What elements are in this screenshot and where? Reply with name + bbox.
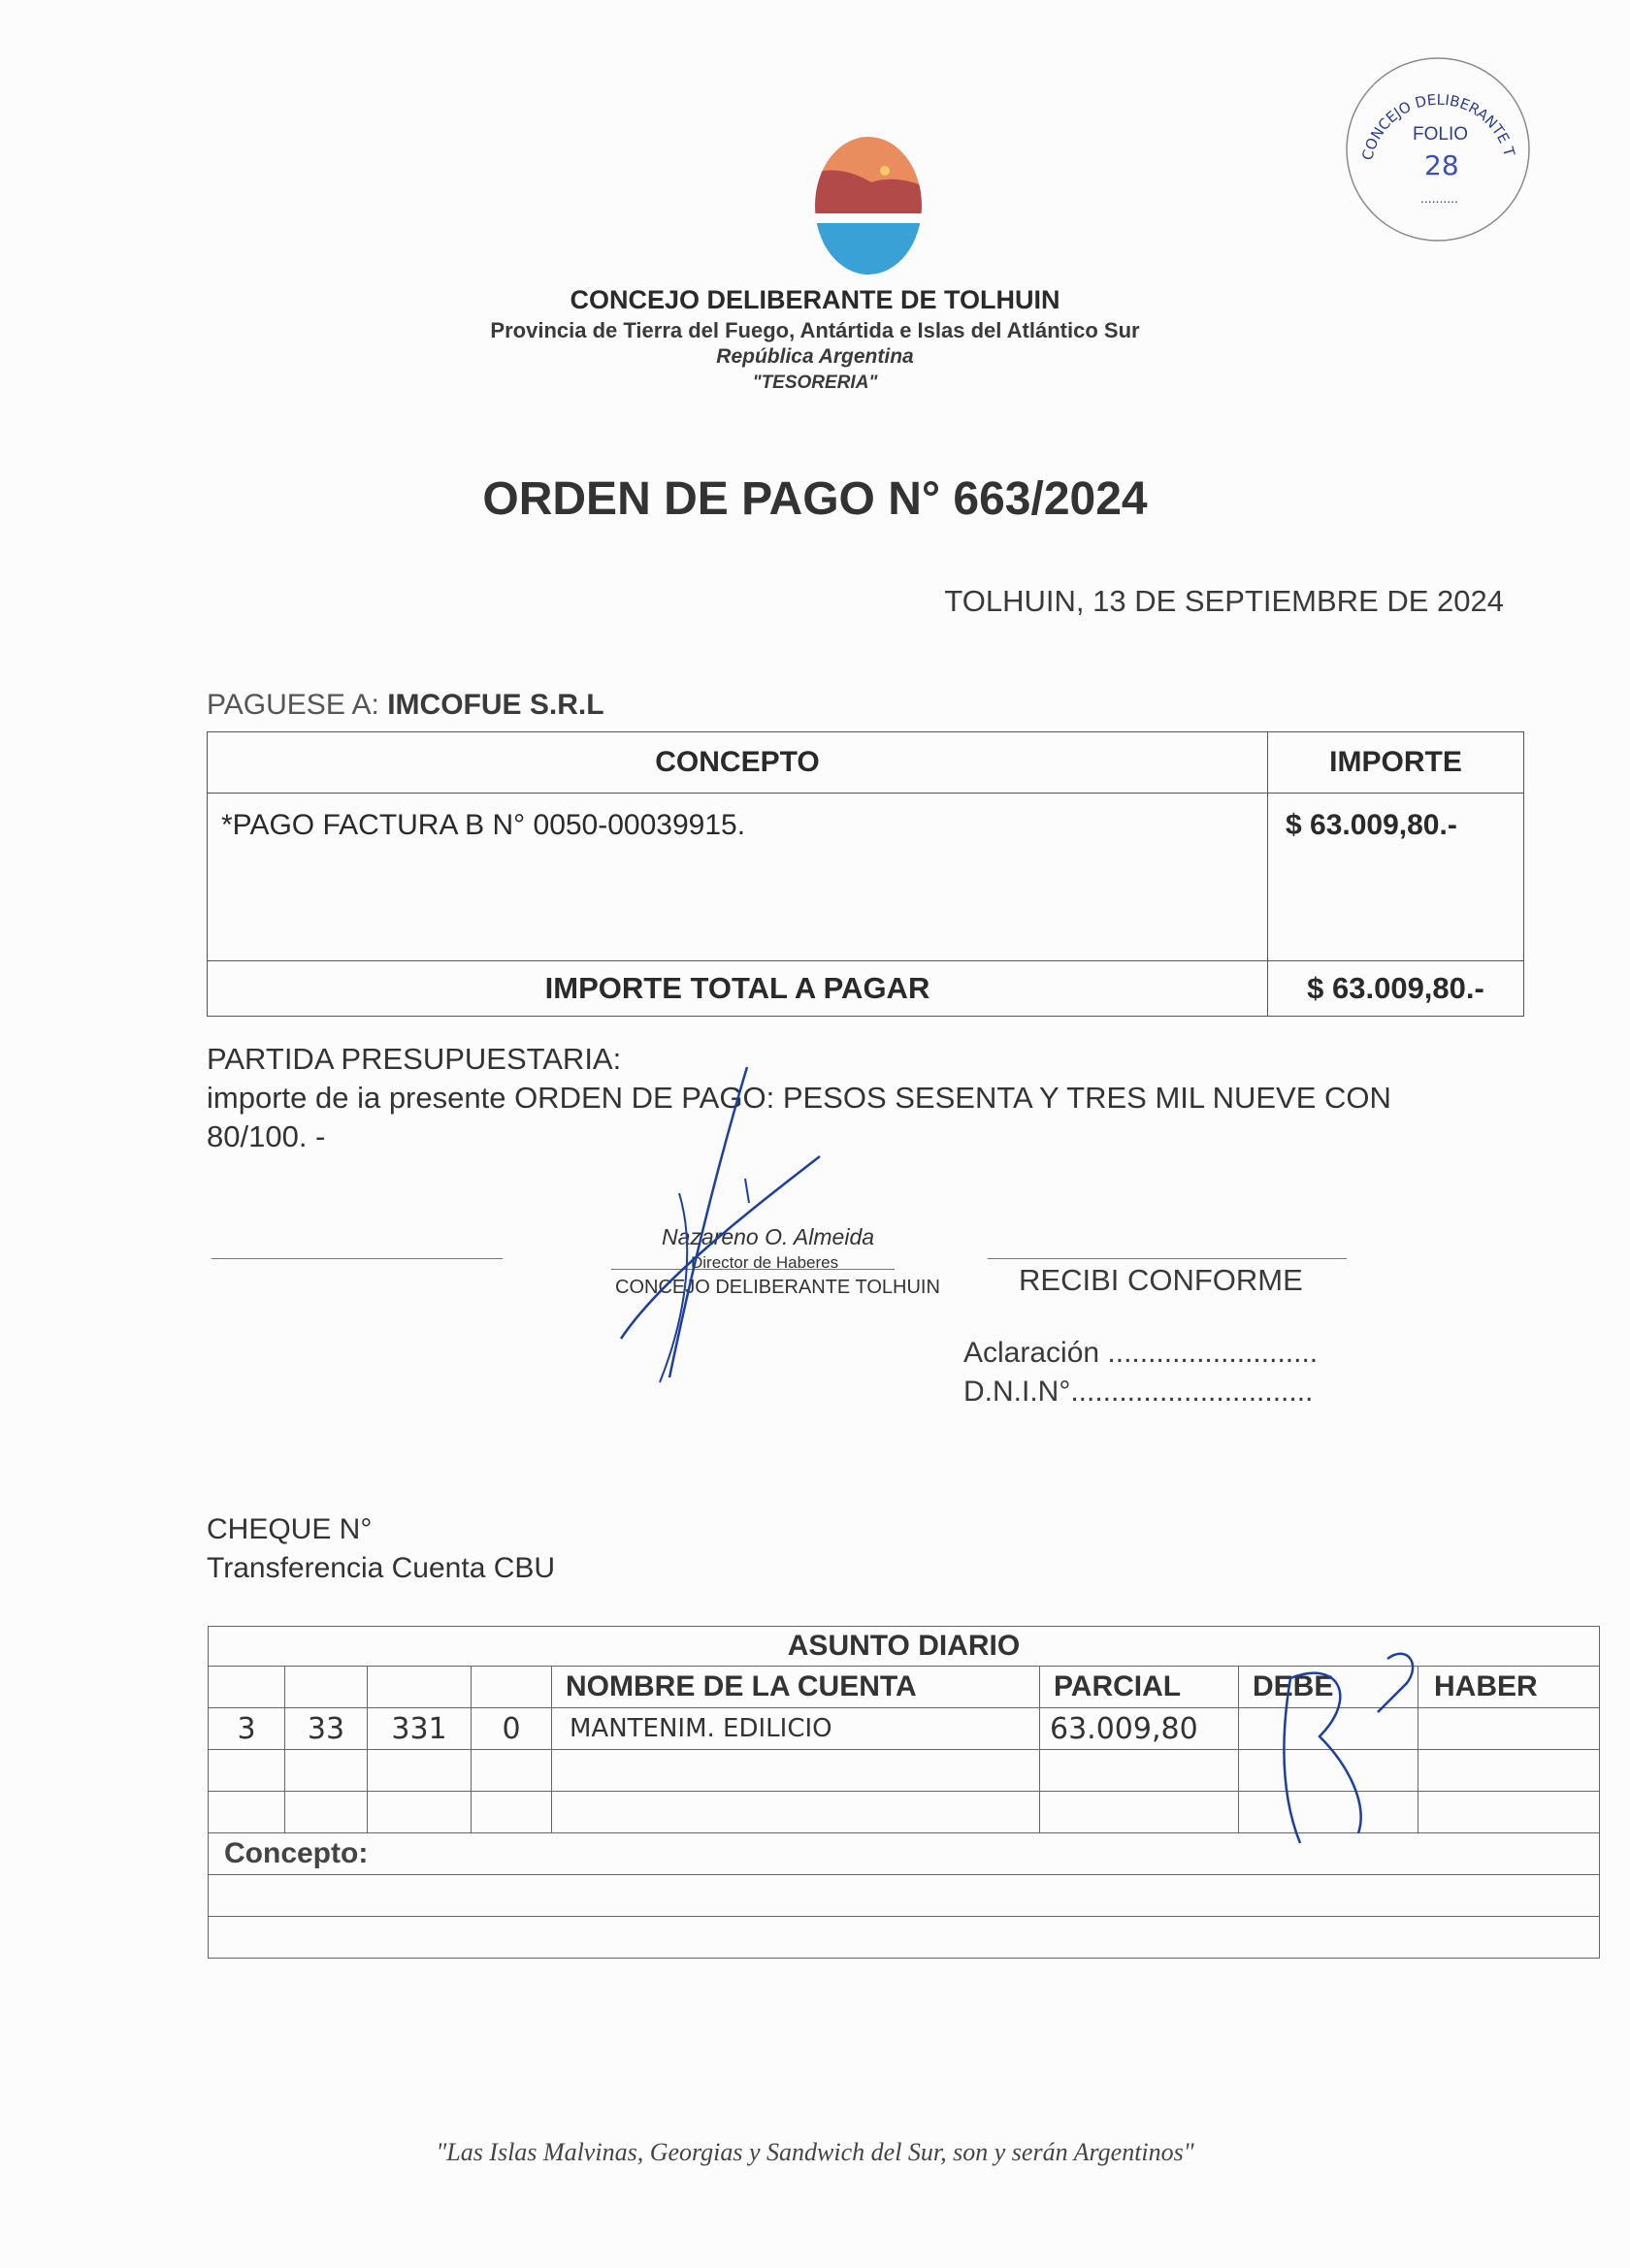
org-name: CONCEJO DELIBERANTE DE TOLHUIN	[570, 285, 1060, 314]
diary-code-1: 3	[209, 1708, 285, 1750]
footer-motto: "Las Islas Malvinas, Georgias y Sandwich del Sur, son y serán Argentinos"	[436, 2138, 1194, 2166]
amount-in-words-line1: importe de ia presente ORDEN DE PAGO: PESOS SESENTA Y TRES MIL NUEVE CON	[207, 1081, 1391, 1115]
dni-field: D.N.I.N°..............................	[963, 1376, 1314, 1408]
handwritten-initials	[1261, 1639, 1436, 1853]
folio-stamp	[1343, 54, 1533, 244]
org-department: "TESORERIA"	[752, 373, 878, 393]
signatory-role: Director de Haberes	[691, 1253, 839, 1272]
diary-account-name: MANTENIM. EDILICIO	[552, 1708, 1040, 1750]
credit-header: HABER	[1418, 1667, 1600, 1708]
cheque-label: CHEQUE N°	[207, 1513, 373, 1545]
item-concept: *PAGO FACTURA B N° 0050-00039915.	[208, 794, 1268, 961]
diary-concept-label: Concepto:	[209, 1833, 1600, 1875]
document-title: ORDEN DE PAGO N° 663/2024	[482, 473, 1148, 525]
budget-section	[207, 1040, 1526, 1156]
transfer-label: Transferencia Cuenta CBU	[207, 1552, 556, 1584]
receipt-label: RECIBI CONFORME	[1019, 1263, 1303, 1297]
partial-header: PARCIAL	[1040, 1667, 1239, 1708]
concept-header: CONCEPTO	[208, 732, 1268, 794]
amount-in-words-line2: 80/100. -	[207, 1119, 326, 1153]
total-amount: $ 63.009,80.-	[1268, 961, 1524, 1017]
payment-table-header	[208, 732, 1524, 794]
table-row	[208, 794, 1524, 961]
diary-code-4: 0	[472, 1708, 552, 1750]
signature-line-right	[988, 1258, 1347, 1259]
clarification-field: Aclaración ..........................	[963, 1337, 1319, 1369]
pay-to-label: PAGUESE A:	[207, 689, 379, 721]
debit-header: DEBE	[1239, 1667, 1418, 1708]
budget-label: PARTIDA PRESUPUESTARIA:	[207, 1042, 622, 1076]
signature-line-left	[212, 1258, 503, 1259]
stamp-dots: ..........	[1420, 190, 1458, 206]
org-country: República Argentina	[716, 345, 914, 368]
handwritten-signature	[602, 1048, 834, 1397]
amount-header: IMPORTE	[1268, 732, 1524, 794]
signatory-name: Nazareno O. Almeida	[662, 1224, 875, 1249]
svg-text:CONCEJO DELIBERANTE TOLHUIN	[1343, 54, 1518, 162]
org-logo	[813, 136, 924, 275]
diary-title: ASUNTO DIARIO	[209, 1627, 1600, 1667]
diary-partial: 63.009,80	[1040, 1708, 1239, 1750]
org-province: Provincia de Tierra del Fuego, Antártida e Islas del Atlántico Sur	[490, 318, 1140, 342]
payment-table	[207, 731, 1524, 1017]
document-date: TOLHUIN, 13 DE SEPTIEMBRE DE 2024	[944, 584, 1504, 618]
stamp-folio-label: FOLIO	[1413, 124, 1469, 145]
signatory-org: CONCEJO DELIBERANTE TOLHUIN	[615, 1277, 940, 1298]
stamp-folio-number: 28	[1424, 149, 1459, 181]
account-name-header: NOMBRE DE LA CUENTA	[552, 1667, 1040, 1708]
total-row	[208, 961, 1524, 1017]
total-label: IMPORTE TOTAL A PAGAR	[208, 961, 1268, 1017]
diary-code-2: 33	[285, 1708, 368, 1750]
pay-to	[207, 689, 604, 722]
stamp-ring-text: CONCEJO DELIBERANTE T	[1358, 90, 1518, 162]
item-amount: $ 63.009,80.-	[1268, 794, 1524, 961]
pay-to-name: IMCOFUE S.R.L	[387, 689, 604, 721]
diary-code-3: 331	[368, 1708, 472, 1750]
